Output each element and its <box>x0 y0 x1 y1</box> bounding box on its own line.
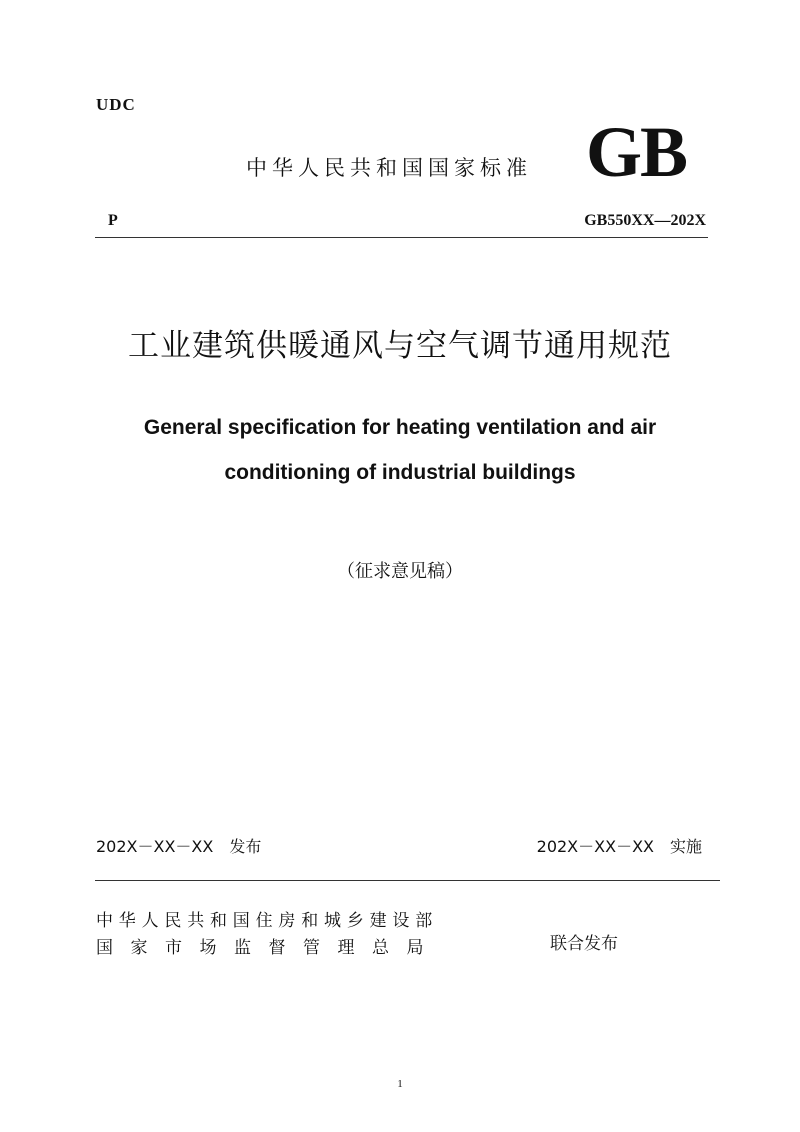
top-divider <box>95 237 708 238</box>
title-english-line1: General specification for heating ventilation and air <box>143 416 657 439</box>
udc-label: UDC <box>96 95 136 114</box>
draft-status: （征求意见稿） <box>337 561 463 582</box>
national-standard-heading: 中华人民共和国国家标准 <box>246 156 532 180</box>
issuer-line1: 中华人民共和国住房和城乡建设部 <box>96 911 438 931</box>
issue-date: 202X－XX－XX 发布 <box>96 837 262 856</box>
classification-code: P <box>108 212 118 229</box>
title-chinese: 工业建筑供暖通风与空气调节通用规范 <box>128 328 672 364</box>
joint-issue-label: 联合发布 <box>550 934 618 954</box>
title-english-line2: conditioning of industrial buildings <box>224 461 576 484</box>
standard-number: GB550XX—202X <box>584 212 706 229</box>
gb-logo: GB <box>586 112 687 192</box>
issuer-line2: 国家市场监督管理总局 <box>96 938 441 958</box>
implementation-date: 202X－XX－XX 实施 <box>536 837 702 856</box>
page-number: 1 <box>397 1078 403 1090</box>
bottom-divider <box>95 880 720 881</box>
